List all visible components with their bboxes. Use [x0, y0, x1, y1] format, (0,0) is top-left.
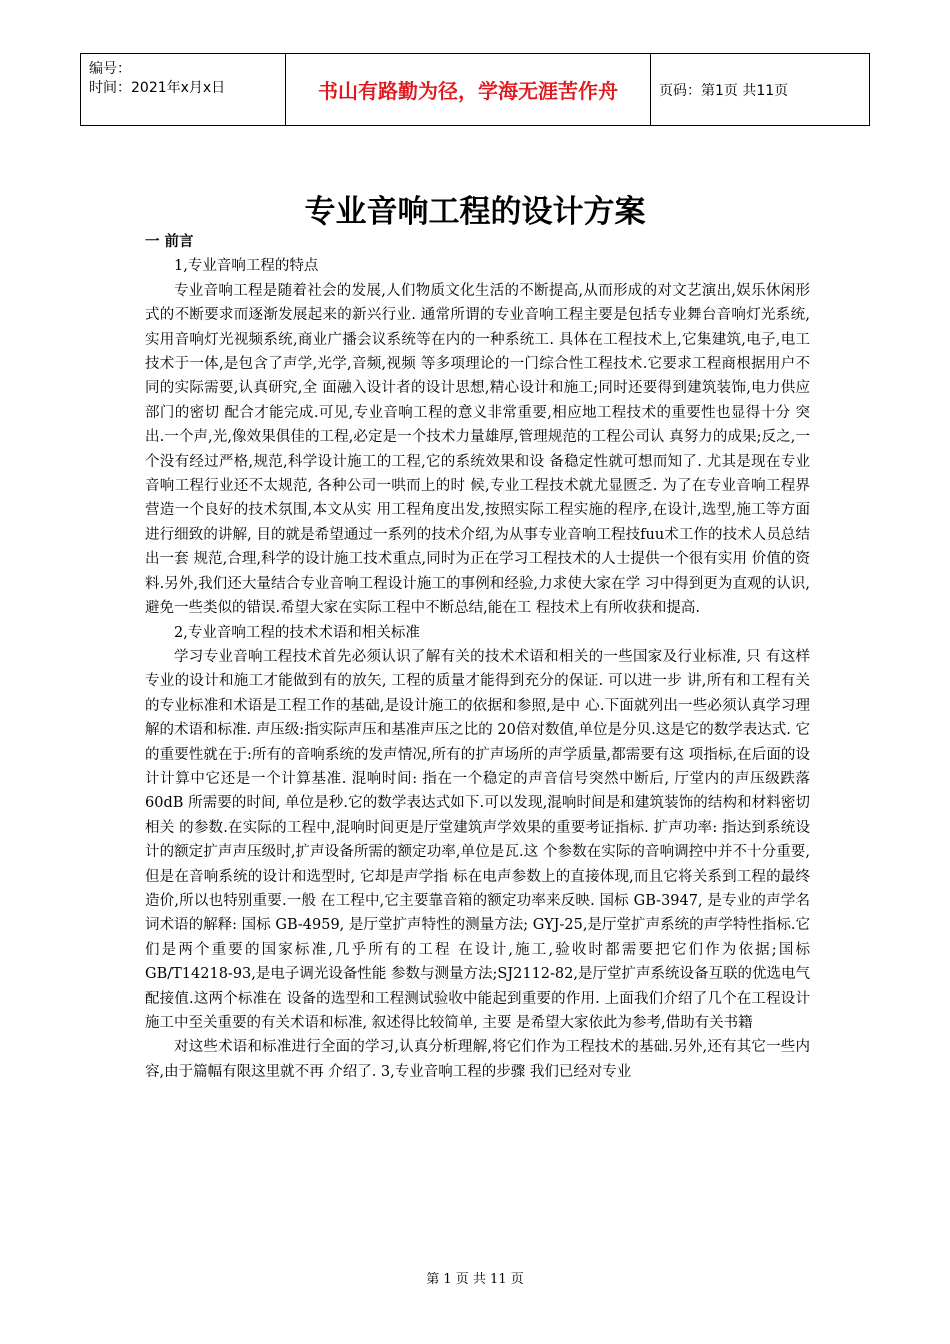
- paragraph-features: 专业音响工程是随着社会的发展,人们物质文化生活的不断提高,从而形成的对文艺演出,娱乐休闲形式的不断要求而逐渐发展起来的新兴行业. 通常所谓的专业音响工程主要是包括专业舞台音响灯光系统,实用音响灯光视频系统,商业广播会议系统等在内的一种系统工. 具体在工程技术上,它集建筑,电子,电工技术于一体,是包含了声学,光学,音频,视频 等多项理论的一门综合性工程技术.它要求工程商根据用户不同的实际需要,认真研究,全 面融入设计者的设计思想,精心设计和施工;同时还要得到建筑装饰,电力供应部门的密切 配合才能完成.可见,专业音响工程的意义非常重要,相应地工程技术的重要性也显得十分 突出.一个声,光,像效果俱佳的工程,必定是一个技术力量雄厚,管理规范的工程公司认 真努力的成果;反之,一个没有经过严格,规范,科学设计施工的工程,它的系统效果和设 备稳定性就可想而知了. 尤其是现在专业音响工程行业还不太规范, 各种公司一哄而上的时 候,专业工程技术就尤显匮乏. 为了在专业音响工程界营造一个良好的技术氛围,本文从实 用工程角度出发,按照实际工程实施的程序,在设计,选型,施工等方面进行细致的讲解, 目的就是希望通过一系列的技术介绍,为从事专业音响工程技fuu术工作的技术人员总结出一套 规范,合理,科学的设计施工技术重点,同时为正在学习工程技术的人士提供一个很有实用 价值的资料.另外,我们还大量结合专业音响工程设计施工的事例和经验,力求使大家在学 习中得到更为直观的认识,避免一些类似的错误.希望大家在实际工程中不断总结,能在工 程技术上有所收获和提高.: [145, 282, 810, 617]
- paragraph-terms-continued: 对这些术语和标准进行全面的学习,认真分析理解,将它们作为工程技术的基础.另外,还有其它一些内容,由于篇幅有限这里就不再 介绍了. 3,专业音响工程的步骤 我们已经对专业: [145, 1039, 810, 1080]
- section-heading-preface: 一 前言: [145, 234, 194, 250]
- document-time-label: 时间：2021年x月x日: [89, 80, 226, 96]
- header-table: [80, 53, 870, 126]
- header-motto: 书山有路勤为径，学海无涯苦作舟: [286, 54, 651, 126]
- paragraph-terms: 学习专业音响工程技术首先必须认识了解有关的技术术语和相关的一些国家及行业标准, 只 有这样专业的设计和施工才能做到有的放矢, 工程的质量才能得到充分的保证. 可以进一步 讲,所有和工程有关的专业标准和术语是工程工作的基础,是设计施工的依据和参照,是中 心.下面就列出一些必须认真学习理解的术语和标准. 声压级:指实际声压和基准声压之比的 20倍对数值,单位是分贝.这是它的数学表达式. 它的重要性就在于:所有的音响系统的发声情况,所有的扩声场所的声学质量,都需要有这 项指标,在后面的设计计算中它还是一个计算基准. 混响时间: 指在一个稳定的声音信号突然中断后, 厅堂内的声压级跌落 60dB 所需要的时间, 单位是秒.它的数学表达式如下.可以发现,混响时间是和建筑装饰的结构和材料密切相关 的参数.在实际的工程中,混响时间更是厅堂建筑声学效果的重要考证指标. 扩声功率: 指达到系统设计的额定扩声声压级时,扩声设备所需的额定功率,单位是瓦.这 个参数在实际的音响调控中并不十分重要, 但是在音响系统的设计和选型时, 它却是声学指 标在电声参数上的直接体现,而且它将关系到工程的最终造价,所以也特别重要.一般 在工程中,它主要靠音箱的额定功率来反映. 国标 GB-3947, 是专业的声学名词术语的解释: 国标 GB-4959, 是厅堂扩声特性的测量方法; GYJ-25,是厅堂扩声系统的声学特性指标.它们是两个重要的国家标准,几乎所有的工程 在设计,施工,验收时都需要把它们作为依据;国标 GB/T14218-93,是电子调光设备性能 参数与测量方法;SJ2112-82,是厅堂扩声系统设备互联的优选电气配接值.这两个标准在 设备的选型和工程测试验收中能起到重要的作用. 上面我们介绍了几个在工程设计施工中至关重要的有关术语和标准, 叙述得比较简单, 主要 是希望大家依此为参考,借助有关书籍: [145, 648, 810, 1031]
- subsection-heading-terms: 2,专业音响工程的技术术语和相关标准: [174, 624, 420, 641]
- document-body: [145, 230, 810, 1084]
- document-number-label: 编号：: [89, 61, 131, 77]
- header-meta-cell: [81, 54, 286, 126]
- document-title: 专业音响工程的设计方案: [304, 194, 646, 230]
- subsection-heading-features: 1,专业音响工程的特点: [174, 258, 319, 275]
- page-footer: 第 1 页 共 11 页: [426, 1272, 524, 1287]
- header-page-info: 页码：第1页 共11页: [651, 54, 870, 126]
